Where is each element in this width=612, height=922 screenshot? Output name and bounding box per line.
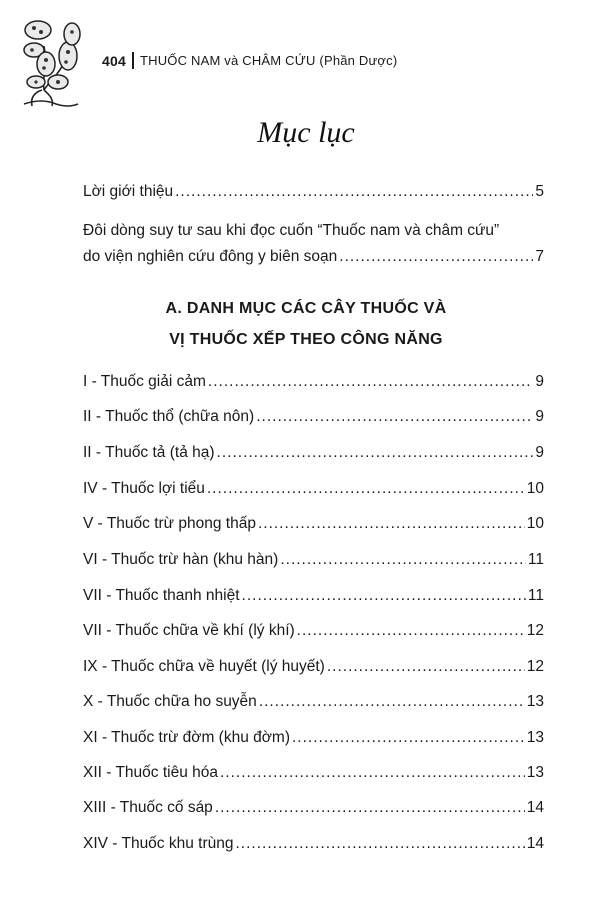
toc-entry-label: I - Thuốc giải cảm <box>83 373 206 390</box>
toc-entry[interactable] <box>83 512 544 536</box>
toc-entry-page: 7 <box>535 248 544 265</box>
toc-leader <box>220 761 525 785</box>
toc-entry-label: Lời giới thiệu <box>83 183 174 200</box>
toc-entry-label: VI - Thuốc trừ hàn (khu hàn) <box>83 551 279 568</box>
toc-entry-page: 14 <box>526 799 544 816</box>
toc-entry-label: XIV - Thuốc khu trùng <box>83 835 234 852</box>
header-divider <box>132 52 134 69</box>
toc-entry-label: IV - Thuốc lợi tiểu <box>83 480 205 497</box>
running-header <box>102 52 397 69</box>
toc-entry-page: 5 <box>535 183 544 200</box>
toc-leader <box>259 690 525 714</box>
toc-entry-label: VII - Thuốc chữa về khí (lý khí) <box>83 622 295 639</box>
toc-entry-label: XI - Thuốc trừ đờm (khu đờm) <box>83 729 290 746</box>
toc-leader <box>175 180 533 204</box>
toc-entry-line[interactable]: Đôi dòng suy tư sau khi đọc cuốn “Thuốc nam và châm cứu” <box>83 222 500 239</box>
page-number: 404 <box>102 52 126 69</box>
toc-entry[interactable] <box>83 405 544 429</box>
toc-entry[interactable] <box>83 832 544 856</box>
toc-entry[interactable] <box>83 655 544 679</box>
toc-leader <box>339 245 533 269</box>
toc-entry[interactable] <box>83 619 544 643</box>
toc-entry-label: II - Thuốc thổ (chữa nôn) <box>83 408 255 425</box>
toc-entry[interactable] <box>83 690 544 714</box>
toc-entry[interactable] <box>83 441 544 465</box>
toc-entry-label: IX - Thuốc chữa về huyết (lý huyết) <box>83 658 325 675</box>
toc-entry-page: 12 <box>526 658 544 675</box>
toc-leader <box>292 726 525 750</box>
toc-entry-page: 12 <box>526 622 544 639</box>
toc-entry-label: II - Thuốc tả (tả hạ) <box>83 444 215 461</box>
toc-leader <box>236 832 525 856</box>
toc-entry-page: 14 <box>526 835 544 852</box>
toc-entry-label: do viện nghiên cứu đông y biên soạn <box>83 248 338 265</box>
toc-entry-page: 13 <box>526 693 544 710</box>
toc-entry-label: V - Thuốc trừ phong thấp <box>83 515 256 532</box>
toc-entry-page: 13 <box>526 729 544 746</box>
toc-leader <box>280 548 526 572</box>
toc-leader <box>215 796 525 820</box>
page-title: Mục lục <box>257 116 355 149</box>
toc-entry[interactable] <box>83 726 544 750</box>
toc-entry[interactable] <box>83 180 544 204</box>
toc-leader <box>297 619 525 643</box>
toc-entry-page: 9 <box>535 444 544 461</box>
toc-entry-label: XII - Thuốc tiêu hóa <box>83 764 218 781</box>
herb-plant-icon <box>22 16 88 108</box>
toc-entry[interactable] <box>83 477 544 501</box>
toc-leader <box>207 477 525 501</box>
toc-entry-label: X - Thuốc chữa ho suyễn <box>83 693 257 710</box>
toc-entry[interactable] <box>83 796 544 820</box>
toc-leader <box>258 512 525 536</box>
toc-entry-label: VII - Thuốc thanh nhiệt <box>83 587 240 604</box>
section-heading-line: VỊ THUỐC XẾP THEO CÔNG NĂNG <box>169 331 443 348</box>
toc-entry[interactable] <box>83 584 544 608</box>
toc-entry-page: 9 <box>535 373 544 390</box>
toc-leader <box>327 655 525 679</box>
toc-entry-label: XIII - Thuốc cố sáp <box>83 799 213 816</box>
toc-entry-page: 11 <box>527 587 544 604</box>
running-title: THUỐC NAM và CHÂM CỨU (Phần Dược) <box>139 53 398 68</box>
toc-entry[interactable] <box>83 245 544 269</box>
toc-entry[interactable] <box>83 548 544 572</box>
toc-leader <box>217 441 534 465</box>
toc-entry[interactable] <box>83 761 544 785</box>
toc-entry-page: 10 <box>526 515 544 532</box>
toc-leader <box>256 405 533 429</box>
toc-entry-page: 9 <box>535 408 544 425</box>
toc-entry[interactable] <box>83 370 544 394</box>
toc-entry-page: 13 <box>526 764 544 781</box>
toc-entry-page: 10 <box>526 480 544 497</box>
section-heading-line: A. DANH MỤC CÁC CÂY THUỐC VÀ <box>165 300 447 317</box>
toc-leader <box>242 584 526 608</box>
toc-leader <box>208 370 533 394</box>
toc-entry-page: 11 <box>527 551 544 568</box>
